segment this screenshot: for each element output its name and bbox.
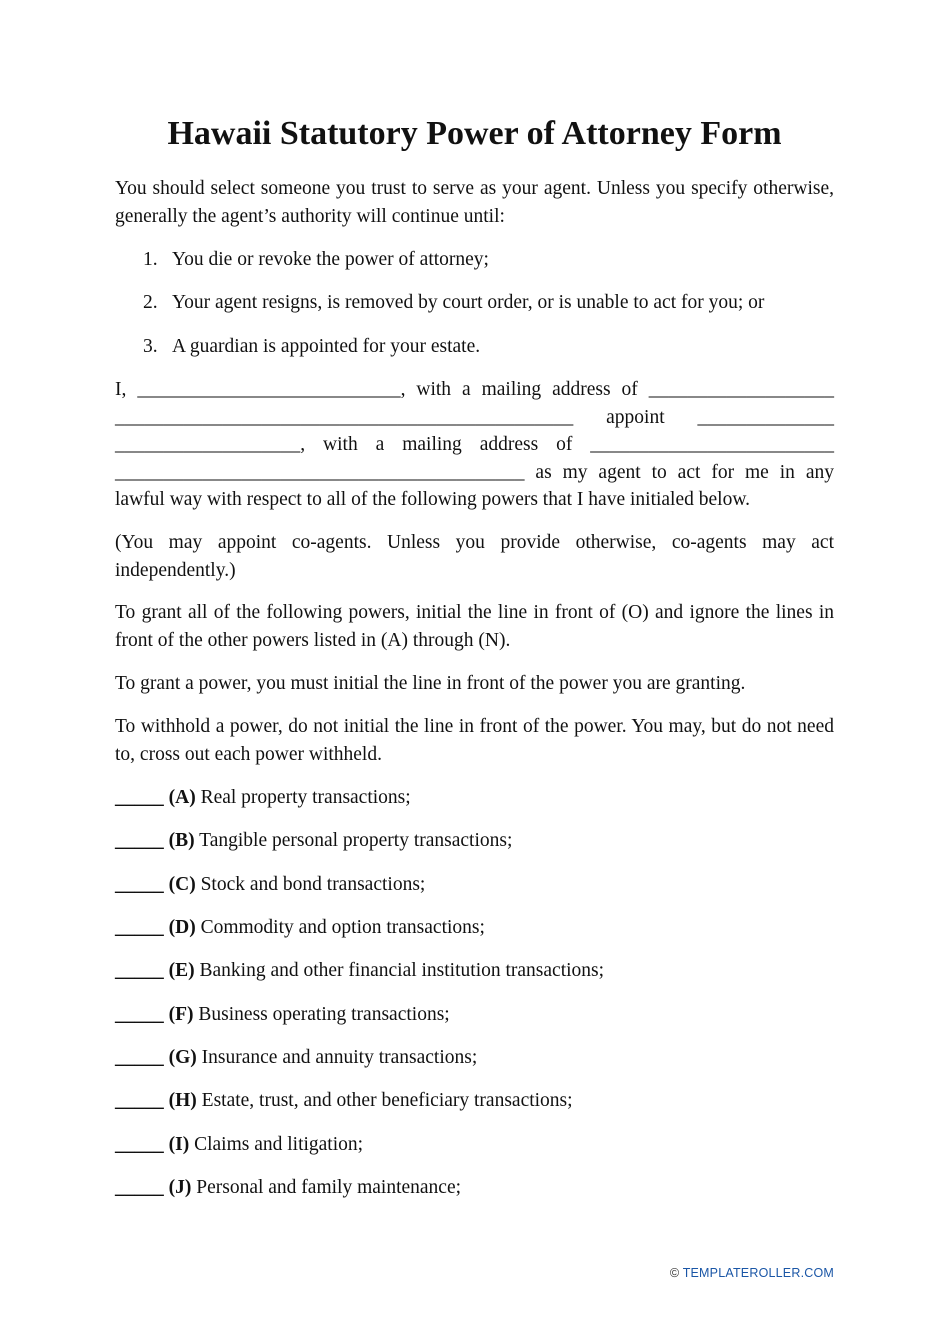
power-item [115, 827, 834, 855]
power-item [115, 1131, 834, 1159]
power-text: Stock and bond transactions; [200, 874, 426, 895]
power-letter: (H) [168, 1090, 197, 1111]
initial-blank[interactable]: _____ [115, 830, 164, 851]
power-letter: (B) [168, 830, 195, 851]
power-text: Estate, trust, and other beneficiary transactions; [201, 1090, 573, 1111]
power-text: Insurance and annuity transactions; [201, 1047, 478, 1068]
power-item [115, 784, 834, 812]
grant-one-instruction: To grant a power, you must initial the line in front of the power you are granting. [115, 673, 746, 694]
initial-blank[interactable]: _____ [115, 917, 164, 938]
power-text: Personal and family maintenance; [196, 1177, 462, 1198]
power-letter: (J) [168, 1177, 192, 1198]
appointment-paragraph [115, 376, 834, 514]
power-text: Business operating transactions; [198, 1004, 450, 1025]
power-letter: (F) [168, 1004, 194, 1025]
initial-blank[interactable]: _____ [115, 1177, 164, 1198]
intro-paragraph: You should select someone you trust to serve as your agent. Unless you specify otherwise, generally the agent’s authority will continue until: [115, 178, 834, 227]
condition-number: 3. [143, 336, 158, 357]
power-item [115, 1087, 834, 1115]
power-letter: (D) [168, 917, 196, 938]
power-letter: (G) [168, 1047, 197, 1068]
footer-credit [670, 1266, 834, 1280]
initial-blank[interactable]: _____ [115, 1134, 164, 1155]
power-letter: (I) [168, 1134, 190, 1155]
withhold-instruction: To withhold a power, do not initial the line in front of the power. You may, but do not need to, cross out each power withheld. [115, 716, 834, 765]
power-item [115, 1044, 834, 1072]
power-text: Tangible personal property transactions; [199, 830, 513, 851]
initial-blank[interactable]: _____ [115, 1047, 164, 1068]
footer-site-link[interactable]: TEMPLATEROLLER.COM [682, 1266, 834, 1280]
initial-blank[interactable]: _____ [115, 874, 164, 895]
appointment-line: I, ___________________________, with a mailing address of ___________________ [115, 379, 834, 400]
appointment-line: _______________________________________________ appoint ______________ [115, 406, 834, 428]
power-text: Claims and litigation; [194, 1134, 364, 1155]
appointment-line: lawful way with respect to all of the following powers that I have initialed below. [115, 489, 751, 510]
condition-text: You die or revoke the power of attorney; [172, 249, 489, 270]
power-item [115, 914, 834, 942]
document-title: Hawaii Statutory Power of Attorney Form [167, 115, 782, 152]
power-item [115, 957, 834, 985]
power-item [115, 871, 834, 899]
initial-blank[interactable]: _____ [115, 960, 164, 981]
power-text: Commodity and option transactions; [200, 917, 485, 938]
power-letter: (C) [168, 874, 196, 895]
initial-blank[interactable]: _____ [115, 787, 164, 808]
co-agents-note: (You may appoint co-agents. Unless you provide otherwise, co-agents may act independently.) [115, 532, 834, 581]
power-item [115, 1001, 834, 1029]
power-text: Real property transactions; [200, 787, 411, 808]
copyright-icon: © [669, 1266, 680, 1280]
appointment-line: ___________________, with a mailing address of _________________________ [115, 434, 834, 455]
initial-blank[interactable]: _____ [115, 1090, 164, 1111]
condition-text: A guardian is appointed for your estate. [172, 336, 481, 357]
power-text: Banking and other financial institution transactions; [199, 960, 605, 981]
grant-all-instruction: To grant all of the following powers, initial the line in front of (O) and ignore the lines in front of the other powers listed in (A) through (N). [115, 602, 834, 651]
condition-text: Your agent resigns, is removed by court order, or is unable to act for you; or [172, 292, 765, 313]
power-item [115, 1174, 834, 1202]
condition-number: 1. [143, 249, 158, 270]
power-letter: (E) [168, 960, 195, 981]
appointment-line: __________________________________________ as my agent to act for me in any [115, 461, 834, 483]
initial-blank[interactable]: _____ [115, 1004, 164, 1025]
condition-number: 2. [143, 292, 158, 313]
power-letter: (A) [168, 787, 196, 808]
